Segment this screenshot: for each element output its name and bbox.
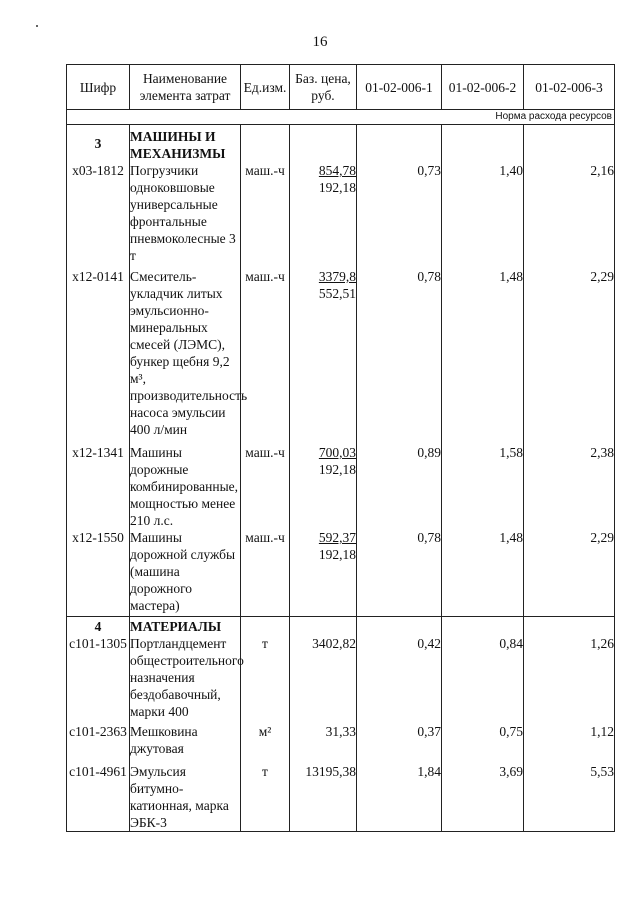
header-col1: 01-02-006-1 [357,65,442,110]
row-value-2: 0,84 [442,635,524,723]
row-value-2: 1,48 [442,268,524,444]
row-value-1: 0,78 [357,529,442,616]
row-value-2: 1,40 [442,162,524,268]
row-code: с101-1305 [67,635,130,723]
row-name: Эмульсия битумно-катионная, марка ЭБК-3 [130,763,241,832]
resource-table [66,64,615,832]
table-row [67,162,615,268]
header-code: Шифр [67,65,130,110]
section-header [67,616,615,635]
header-unit: Ед.изм. [241,65,290,110]
row-code: х12-0141 [67,268,130,444]
table-row [67,763,615,832]
section-header [67,125,615,163]
row-value-3: 2,38 [524,444,615,529]
row-price: 31,33 [290,723,357,763]
row-value-2: 1,48 [442,529,524,616]
row-code: с101-4961 [67,763,130,832]
row-price: 3379,8 552,51 [290,268,357,444]
row-price: 592,37 192,18 [290,529,357,616]
header-col3: 01-02-006-3 [524,65,615,110]
row-value-3: 1,26 [524,635,615,723]
row-name: Погрузчики одноковшовые универсальные фронтальные пневмоколесные 3 т [130,162,241,268]
row-value-2: 1,58 [442,444,524,529]
row-unit: маш.-ч [241,268,290,444]
header-price: Баз. цена, руб. [290,65,357,110]
table-row [67,723,615,763]
row-unit: маш.-ч [241,444,290,529]
table-row [67,529,615,616]
row-value-2: 3,69 [442,763,524,832]
row-value-1: 0,37 [357,723,442,763]
row-value-3: 2,29 [524,529,615,616]
row-value-3: 5,53 [524,763,615,832]
row-code: х12-1341 [67,444,130,529]
scan-speck [36,25,38,27]
row-code: х03-1812 [67,162,130,268]
row-unit: маш.-ч [241,162,290,268]
row-value-2: 0,75 [442,723,524,763]
row-name: Смеситель-укладчик литых эмульсионно-минеральных смесей (ЛЭМС), бункер щебня 9,2 м³, производительность насоса эмульсии 400 л/мин [130,268,241,444]
section-number: 4 [67,616,130,635]
row-code: х12-1550 [67,529,130,616]
row-name: Портландцемент общестроительного назначения бездобавочный, марки 400 [130,635,241,723]
table-row [67,635,615,723]
row-value-3: 2,29 [524,268,615,444]
norma-row [67,110,615,125]
row-value-1: 0,78 [357,268,442,444]
norma-label: Норма расхода ресурсов [67,110,615,125]
header-col2: 01-02-006-2 [442,65,524,110]
row-price: 700,03 192,18 [290,444,357,529]
row-unit: маш.-ч [241,529,290,616]
row-price: 854,78 192,18 [290,162,357,268]
row-price: 13195,38 [290,763,357,832]
header-row [67,65,615,110]
section-number: 3 [67,125,130,163]
row-value-1: 0,89 [357,444,442,529]
table-row [67,444,615,529]
row-value-1: 0,42 [357,635,442,723]
row-value-1: 1,84 [357,763,442,832]
table-row [67,268,615,444]
row-code: с101-2363 [67,723,130,763]
row-name: Машины дорожные комбинированные, мощностью менее 210 л.с. [130,444,241,529]
page-number: 16 [312,34,328,50]
row-value-3: 2,16 [524,162,615,268]
row-value-3: 1,12 [524,723,615,763]
header-name: Наименование элемента затрат [130,65,241,110]
row-unit: м² [241,723,290,763]
section-title: МАТЕРИАЛЫ [130,616,241,635]
section-title: МАШИНЫ И МЕХАНИЗМЫ [130,125,241,163]
row-value-1: 0,73 [357,162,442,268]
row-unit: т [241,635,290,723]
row-name: Мешковина джутовая [130,723,241,763]
row-name: Машины дорожной службы (машина дорожного мастера) [130,529,241,616]
row-unit: т [241,763,290,832]
row-price: 3402,82 [290,635,357,723]
